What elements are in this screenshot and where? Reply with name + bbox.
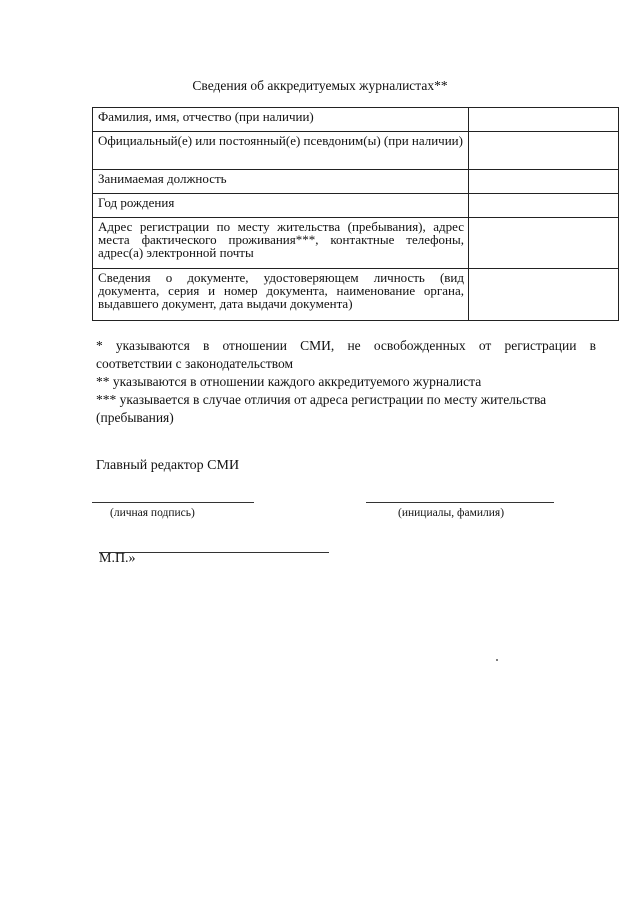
row-label-position: Занимаемая должность xyxy=(93,170,469,194)
initials-line[interactable] xyxy=(366,502,554,503)
row-value-identity-document[interactable] xyxy=(469,269,619,321)
editor-label: Главный редактор СМИ xyxy=(96,458,240,473)
table-row xyxy=(93,218,619,269)
row-label-identity-document: Сведения о документе, удостоверяющем личность (вид документа, серия и номер документа, наименование органа, выдавшего документ, дата выдачи документа) xyxy=(93,269,469,321)
table-row xyxy=(93,132,619,170)
row-label-birth-year: Год рождения xyxy=(93,194,469,218)
footnote-1-line-2: соответствии с законодательством xyxy=(96,356,294,371)
footnote-3-line-1: *** указывается в случае отличия от адреса регистрации по месту жительства xyxy=(96,392,547,407)
table-row xyxy=(93,108,619,132)
footnotes xyxy=(96,337,596,427)
row-value-pseudonym[interactable] xyxy=(469,132,619,170)
table-row xyxy=(93,170,619,194)
row-value-full-name[interactable] xyxy=(469,108,619,132)
footnote-2: ** указываются в отношении каждого аккредитуемого журналиста xyxy=(96,374,482,389)
initials-caption: (инициалы, фамилия) xyxy=(398,507,505,519)
signature-caption: (личная подпись) xyxy=(110,507,195,519)
row-label-pseudonym: Официальный(е) или постоянный(е) псевдоним(ы) (при наличии) xyxy=(93,132,469,170)
table-row xyxy=(93,269,619,321)
table-row xyxy=(93,194,619,218)
stamp-label: М.П.» xyxy=(99,551,136,566)
row-value-birth-year[interactable] xyxy=(469,194,619,218)
row-value-position[interactable] xyxy=(469,170,619,194)
scan-dot xyxy=(496,659,498,661)
row-label-full-name: Фамилия, имя, отчество (при наличии) xyxy=(93,108,469,132)
row-label-address: Адрес регистрации по месту жительства (пребывания), адрес места фактического проживания***, контактные телефоны, адрес(а) электронной почты xyxy=(93,218,469,269)
footnote-3-line-2: (пребывания) xyxy=(96,410,174,425)
journalist-info-table xyxy=(92,107,619,321)
document-title: Сведения об аккредитуемых журналистах** xyxy=(192,78,448,93)
footnote-1-line-1: * указываются в отношении СМИ, не освобожденных от регистрации в xyxy=(96,338,596,353)
signature-line[interactable] xyxy=(92,502,254,503)
row-value-address[interactable] xyxy=(469,218,619,269)
